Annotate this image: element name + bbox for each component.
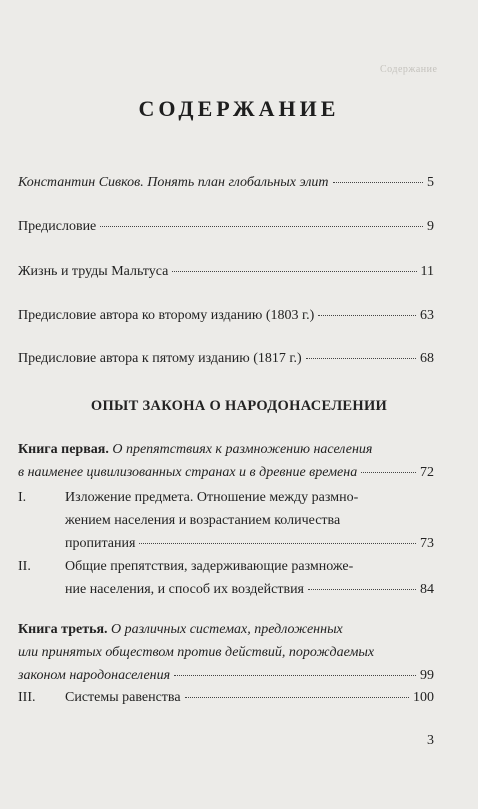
toc-entry[interactable] <box>18 218 434 236</box>
toc-leader <box>185 697 409 698</box>
running-header: Содержание <box>380 64 438 75</box>
book-title-line: О различных системах, предложенных <box>111 622 343 637</box>
chapter-title-line: Общие препятствия, задерживающие размноже- <box>65 559 354 574</box>
book-title-line: или принятых обществом против действий, порождаемых <box>18 645 375 660</box>
toc-leader <box>361 472 416 473</box>
toc-leader <box>139 543 416 544</box>
toc-entry-page: 99 <box>420 668 434 683</box>
toc-entry-page: 72 <box>420 465 434 480</box>
toc-leader <box>100 226 423 227</box>
toc-entry-page: 84 <box>420 582 434 597</box>
chapter-number: I. <box>18 490 27 505</box>
toc-entry-page: 73 <box>420 536 434 551</box>
toc-leader <box>333 182 423 183</box>
toc-leader <box>308 589 416 590</box>
chapter-title-line: Системы равенства <box>65 690 181 705</box>
chapter-title-line: ние населения, и способ их воздействия <box>65 582 304 597</box>
toc-entry-title: Предисловие автора ко второму изданию (1803 г.) <box>18 308 315 323</box>
toc-entry[interactable] <box>18 307 434 325</box>
section-heading: ОПЫТ ЗАКОНА О НАРОДОНАСЕЛЕНИИ <box>90 398 388 414</box>
toc-book-entry[interactable] <box>18 438 434 484</box>
chapter-title-line: Изложение предмета. Отношение между размно- <box>65 490 359 505</box>
chapter-title-line: пропитания <box>65 536 136 551</box>
toc-entry-page: 100 <box>413 690 434 705</box>
toc-entry-title: Предисловие автора к пятому изданию (1817 г.) <box>18 351 302 366</box>
book-label: Книга третья. <box>18 622 108 637</box>
toc-entry-title: Жизнь и труды Мальтуса <box>18 264 169 279</box>
toc-entry-page: 9 <box>427 219 434 234</box>
toc-entry-title: Предисловие <box>18 219 97 234</box>
chapter-number: II. <box>18 559 31 574</box>
page-number: 3 <box>427 733 434 748</box>
book-title-line: О препятствиях к размножению населения <box>112 442 373 457</box>
toc-leader <box>318 315 416 316</box>
chapter-number: III. <box>18 690 36 705</box>
toc-entry-title: Константин Сивков. Понять план глобальных элит <box>18 175 329 190</box>
toc-entry[interactable] <box>18 174 434 192</box>
toc-entry-page: 68 <box>420 351 434 366</box>
book-label: Книга первая. <box>18 442 109 457</box>
toc-leader <box>306 358 416 359</box>
toc-leader <box>172 271 416 272</box>
toc-entry[interactable] <box>18 350 434 368</box>
chapter-title-line: жением населения и возрастанием количества <box>65 513 341 528</box>
book-title-line: в наименее цивилизованных странах и в древние времена <box>18 465 358 480</box>
toc-leader <box>174 675 416 676</box>
toc-entry-page: 11 <box>420 264 434 279</box>
toc-entry[interactable] <box>18 263 434 281</box>
toc-chapter-entry[interactable] <box>18 486 434 555</box>
toc-entry-page: 5 <box>427 175 434 190</box>
toc-book-entry[interactable] <box>18 618 434 687</box>
page-title: СОДЕРЖАНИЕ <box>138 96 340 121</box>
toc-entry-page: 63 <box>420 308 434 323</box>
toc-chapter-entry[interactable] <box>18 686 434 709</box>
toc-chapter-entry[interactable] <box>18 555 434 601</box>
book-title-line: законом народонаселения <box>18 668 171 683</box>
